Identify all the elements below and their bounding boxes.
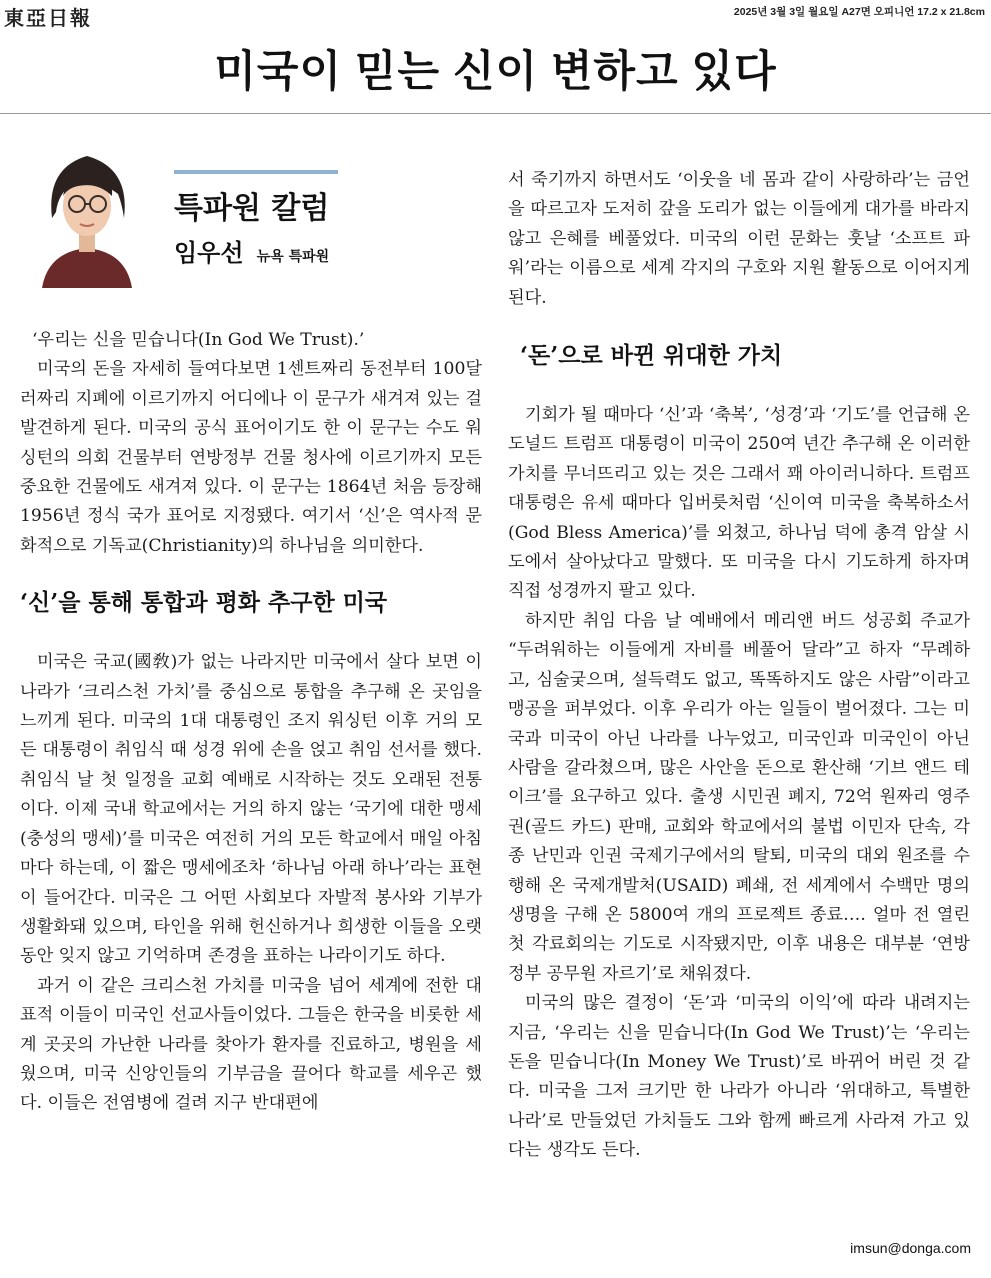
opening-quote: ‘우리는 신을 믿습니다(In God We Trust).’ — [32, 330, 365, 350]
paragraph: 하지만 취임 다음 날 예배에서 메리앤 버드 성공회 주교가 “두려워하는 이들에게 자비를 베풀어 달라”고 하자 “무례하고, 심술궂으며, 설득력도 없고, 똑똑하지도 않은 사람”이라고 맹공을 퍼부었다. 이후 우리가 아는 일들이 벌어졌다. 그는 미국과 미국이 아닌 나라를 나누었고, 미국인과 미국인이 아닌 사람을 갈라쳤으며, 많은 사안을 돈으로 환산해 ‘기브 앤드 테이크’를 요구하고 있다. 출생 시민권 폐지, 72억 원짜리 영주권(골드 카드) 판매, 교회와 학교에서의 불법 이민자 단속, 각종 난민과 인권 국제기구에서의 탈퇴, 미국의 대외 원조를 수행해 온 국제개발처(USAID) 폐쇄, 전 세계에서 수백만 명의 생명을 구해 온 5800여 개의 프로젝트 종료…. 얼마 전 열린 첫 각료회의는 기도로 시작됐지만, 이후 내용은 대부분 ‘연방 정부 공무원 자르기’로 채워졌다. — [508, 610, 970, 984]
paragraph: 미국의 많은 결정이 ‘돈’과 ‘미국의 이익’에 따라 내려지는 지금, ‘우리는 신을 믿습니다(In God We Trust)’는 ‘우리는 돈을 믿습니다(In Money We Trust)’로 바뀌어 버린 것 같다. 미국을 그저 크기만 한 나라가 아니라 ‘위대하고, 특별한 나라’로 만들었던 가치들도 그와 함께 빠르게 사라져 가고 있다는 생각도 든다. — [508, 993, 970, 1161]
author-name: 임우선 — [174, 239, 244, 267]
left-column — [20, 326, 482, 1119]
author-portrait — [38, 148, 136, 288]
paragraph: 기회가 될 때마다 ‘신’과 ‘축복’, ‘성경’과 ‘기도’를 언급해 온 도널드 트럼프 대통령이 미국이 250여 년간 추구해 온 이러한 가치를 무너뜨리고 있는 것은 그래서 꽤 아이러니하다. 트럼프 대통령은 유세 때마다 입버릇처럼 ‘신이여 미국을 축복하소서(God Bless America)’를 외쳤고, 하나님 덕에 총격 암살 시도에서 살아났다고 말했다. 또 미국을 다시 기도하게 하자며 직접 성경까지 팔고 있다. — [508, 405, 970, 602]
paragraph: 미국의 돈을 자세히 들여다보면 1센트짜리 동전부터 100달러짜리 지폐에 이르기까지 어디에나 이 문구가 새겨져 있는 걸 발견하게 된다. 미국의 공식 표어이기도 한 이 문구는 수도 워싱턴의 의회 건물부터 연방정부 건물 청사에 이르기까지 모든 중요한 건물에도 새겨져 있다. 이 문구는 1864년 처음 등장해 1956년 정식 국가 표어로 지정됐다. 여기서 ‘신’은 역사적 문화적으로 기독교(Christianity)의 하나님을 의미한다. — [20, 359, 482, 556]
column-accent-bar — [174, 170, 338, 174]
newspaper-logo: 東亞日報 — [4, 6, 92, 30]
publication-info: 2025년 3월 3일 월요일 A27면 오피니언 17.2 x 21.8cm — [733, 6, 985, 18]
subheading: ‘돈’으로 바뀐 위대한 가치 — [520, 342, 783, 370]
author-email: imsun@donga.com — [850, 1240, 971, 1256]
paragraph: 과거 이 같은 크리스천 가치를 미국을 넘어 세계에 전한 대표적 이들이 미국인 선교사들이었다. 그들은 한국을 비롯한 세계 곳곳의 가난한 나라를 찾아가 환자를 진료하고, 병원을 세웠으며, 미국 신앙인들의 기부금을 끌어다 학교를 세우곤 했다. 이들은 전염병에 걸려 지구 반대편에 — [20, 975, 482, 1114]
paragraph: 미국은 국교(國敎)가 없는 나라지만 미국에서 살다 보면 이 나라가 ‘크리스천 가치’를 중심으로 통합을 추구해 온 곳임을 느끼게 된다. 미국의 1대 대통령인 조지 워싱턴 이후 거의 모든 대통령이 취임식 때 성경 위에 손을 얹고 취임 선서를 했다. 취임식 날 첫 일정을 교회 예배로 시작하는 것도 오래된 전통이다. 이제 국내 학교에서는 거의 하지 않는 ‘국기에 대한 맹세(충성의 맹세)’를 미국은 여전히 거의 모든 학교에서 매일 아침마다 하는데, 이 짧은 맹세에조차 ‘하나님 아래 하나’라는 표현이 들어간다. 미국은 그 어떤 사회보다 자발적 봉사와 기부가 생활화돼 있으며, 타인을 위해 헌신하거나 희생한 이들을 오랫동안 잊지 않고 기억하며 존경을 표하는 나라이기도 하다. — [20, 652, 482, 967]
paragraph: 서 죽기까지 하면서도 ‘이웃을 네 몸과 같이 사랑하라’는 금언을 따르고자 도저히 갚을 도리가 없는 이들에게 대가를 바라지 않고 은혜를 베풀었다. 미국의 이런 문화는 훗날 ‘소프트 파워’라는 이름으로 세계 각지의 구호와 지원 활동으로 이어지게 된다. — [508, 170, 970, 308]
column-type: 특파원 칼럼 — [174, 191, 330, 226]
author-title: 뉴욕 특파원 — [256, 249, 330, 265]
subheading: ‘신’을 통해 통합과 평화 추구한 미국 — [20, 589, 388, 617]
headline: 미국이 믿는 신이 변하고 있다 — [214, 48, 777, 96]
right-column — [508, 166, 970, 1166]
author-byline — [174, 233, 329, 268]
divider — [0, 113, 991, 114]
